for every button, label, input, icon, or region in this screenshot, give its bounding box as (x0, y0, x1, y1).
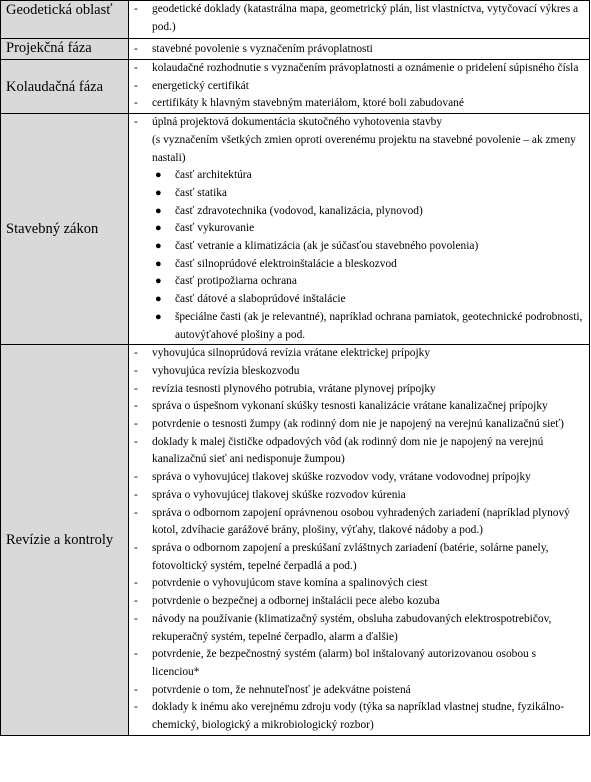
list-item: - správa o vyhovujúcej tlakovej skúške rozvodov kúrenia (134, 488, 406, 501)
bullet-item: ● časť architektúra (129, 167, 585, 185)
row-content-approval-phase (129, 60, 590, 114)
row-label-inspections: Revízie a kontroly (1, 345, 129, 735)
list-note: (s vyznačením všetkých zmien oproti overenému projektu na stavebné povolenie – ak zmeny nastali) (152, 133, 576, 164)
list-item: - správa o odbornom zapojení a preskúšaní zvláštnych zariadení (batérie, solárne panely, fotovoltický systém, tepelné čerpadlá a pod.) (134, 541, 549, 572)
list-item: - vyhovujúca silnoprúdová revízia vrátane elektrickej prípojky (134, 347, 431, 360)
bullet-icon: ● (155, 222, 162, 235)
bullet-item: ● špeciálne časti (ak je relevantné), napríklad ochrana pamiatok, geotechnické podrobnosti, autovýťahové plošiny a pod. (155, 310, 583, 341)
list-item: - potvrdenie o tesnosti žumpy (ak rodinný dom nie je napojený na verejnú kanalizačnú sieť) (134, 418, 564, 431)
list-item: - kolaudačné rozhodnutie s vyznačením právoplatnosti a oznámenie o pridelení súpisného čísla (134, 62, 579, 74)
list-item: - geodetické doklady (katastrálna mapa, geometrický plán, list vlastníctva, vytyčovací výkres a pod.) (134, 3, 579, 33)
row-content-project-phase (129, 39, 590, 60)
bullet-item: ● časť silnoprúdové elektroinštalácie a bleskozvod (129, 256, 585, 274)
table-row-approval-phase (1, 60, 590, 114)
bullet-icon: ● (155, 169, 162, 182)
bullet-icon: ● (155, 186, 162, 199)
bullet-item: ● časť vetranie a klimatizácia (ak je súčasťou stavebného povolenia) (129, 238, 585, 256)
list-item: - úplná projektová dokumentácia skutočného vyhotovenia stavby (134, 116, 443, 129)
list-item: - doklady k malej čističke odpadových vôd (ak rodinný dom nie je napojený na verejnú kanalizačnú sieť ani nedisponuje žumpou) (134, 435, 544, 466)
bullet-icon: ● (155, 240, 162, 253)
table-row-inspections (1, 345, 590, 735)
row-content-geodetic (129, 1, 590, 39)
list-item: - návody na používanie (klimatizačný systém, obsluha zabudovaných elektrospotrebičov, rekuperačný systém, tepelné čerpadlo, alarm a ďalšie) (134, 612, 552, 643)
bullet-item: ● časť zdravotechnika (vodovod, kanalizácia, plynovod) (129, 203, 585, 221)
list-item: - správa o úspešnom vykonaní skúšky tesnosti kanalizácie vrátane kanalizačnej prípojky (134, 400, 548, 413)
row-label-geodetic: Geodetická oblasť (1, 1, 129, 39)
list-item: - energetický certifikát (134, 79, 249, 92)
row-label-approval-phase: Kolaudačná fáza (1, 60, 129, 114)
list-item: - stavebné povolenie s vyznačením právoplatnosti (134, 43, 373, 55)
list-item: - správa o vyhovujúcej tlakovej skúške rozvodov vody, vrátane vodovodnej prípojky (134, 471, 531, 484)
row-content-building-act (129, 114, 590, 345)
bullet-item: ● časť dátové a slaboprúdové inštalácie (129, 291, 585, 309)
bullet-icon: ● (155, 293, 162, 306)
bullet-item: ● časť statika (129, 185, 585, 203)
bullet-icon: ● (155, 257, 162, 270)
list-item: - potvrdenie o vyhovujúcom stave komína a spalinových ciest (134, 577, 428, 590)
row-label-building-act: Stavebný zákon (1, 114, 129, 345)
list-item: - doklady k inému ako verejnému zdroju vody (týka sa napríklad vlastnej studne, fyzikálno-chemický, biologický a mikrobiologický rozbor) (134, 701, 565, 732)
table-row-project-phase (1, 39, 590, 60)
table-row-building-act (1, 114, 590, 345)
bullet-icon: ● (155, 275, 162, 288)
row-content-inspections (129, 345, 590, 735)
list-item: - potvrdenie, že bezpečnostný systém (alarm) bol inštalovaný autorizovanou osobou s licenciou* (134, 648, 537, 678)
bullet-icon: ● (155, 310, 162, 323)
row-label-project-phase: Projekčná fáza (1, 39, 129, 60)
table-row-geodetic (1, 1, 590, 39)
bullet-item: ● časť protipožiarna ochrana (129, 273, 585, 291)
list-item: - vyhovujúca revízia bleskozvodu (134, 364, 300, 377)
list-item: - potvrdenie o tom, že nehnuteľnosť je adekvátne poistená (134, 683, 411, 696)
list-item: - potvrdenie o bezpečnej a odbornej inštalácii pece alebo kozuba (134, 595, 440, 608)
list-item: - správa o odbornom zapojení oprávnenou osobou vyhradených zariadení (napríklad plynový kotol, zdvíhacie garážové brány, plošiny, výťahy, tlakové nádoby a pod.) (134, 506, 570, 537)
list-item: - certifikáty k hlavným stavebným materiálom, ktoré boli zabudované (134, 97, 464, 110)
bullet-icon: ● (155, 204, 162, 217)
list-item: - revízia tesnosti plynového potrubia, vrátane plynovej prípojky (134, 382, 436, 395)
bullet-item: ● časť vykurovanie (129, 220, 585, 238)
